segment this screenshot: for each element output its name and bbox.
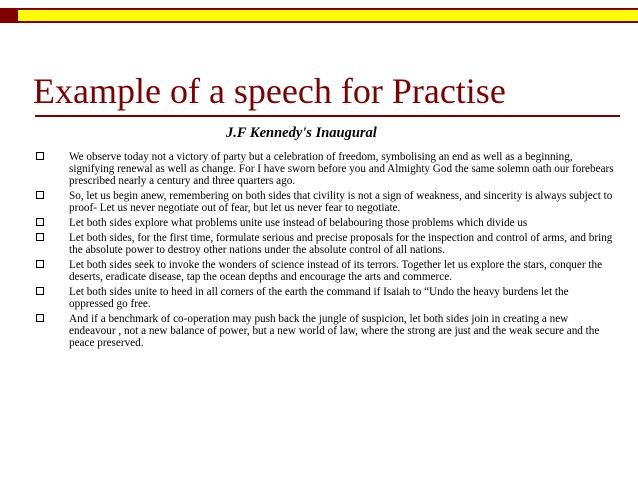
title-divider bbox=[35, 115, 620, 117]
bullet-text: Let both sides seek to invoke the wonders of science instead of its terrors. Together let us explore the stars, conquer the deserts, eradicate disease, tap the ocean depths and encourage the arts and commerce. bbox=[69, 259, 603, 283]
bullet-text: And if a benchmark of co-operation may push back the jungle of suspicion, let both sides join in creating a new endeavour , not a new balance of power, but a new world of law, where the strong are just and the weak secure and the peace preserved. bbox=[69, 313, 600, 349]
bullet-text: Let both sides explore what problems unite use instead of belabouring those problems which divide us bbox=[69, 217, 528, 229]
square-bullet-icon bbox=[36, 260, 44, 268]
bullet-item bbox=[36, 217, 616, 229]
band-maroon-block bbox=[0, 8, 18, 23]
top-decorative-band bbox=[0, 8, 638, 23]
band-yellow-strip bbox=[18, 8, 590, 23]
square-bullet-icon bbox=[36, 152, 44, 160]
bullet-item bbox=[36, 259, 616, 283]
square-bullet-icon bbox=[36, 191, 44, 199]
bullet-list bbox=[36, 151, 616, 352]
band-yellow-end bbox=[590, 8, 638, 23]
bullet-item bbox=[36, 151, 616, 187]
bullet-item bbox=[36, 232, 616, 256]
bullet-text: We observe today not a victory of party but a celebration of freedom, symbolising an end as well as a beginning, signifying renewal as well as change. For I have sworn before you and Almighty God the same solemn oath our forebears prescribed nearly a century and three quarters ago. bbox=[69, 151, 614, 187]
bullet-text: Let both sides unite to heed in all corners of the earth the command if Isaiah to “Undo the heavy burdens let the oppressed go free. bbox=[69, 286, 569, 310]
square-bullet-icon bbox=[36, 314, 44, 322]
bullet-item bbox=[36, 313, 616, 349]
bullet-text: So, let us begin anew, remembering on both sides that civility is not a sign of weakness, and sincerity is always subject to proof- Let us never negotiate out of fear, but let us never fear to negotiate. bbox=[69, 190, 613, 214]
bullet-item bbox=[36, 286, 616, 310]
square-bullet-icon bbox=[36, 218, 44, 226]
slide-title: Example of a speech for Practise bbox=[33, 71, 506, 111]
square-bullet-icon bbox=[36, 233, 44, 241]
bullet-item bbox=[36, 190, 616, 214]
bullet-text: Let both sides, for the first time, formulate serious and precise proposals for the inspection and control of arms, and bring the absolute power to destroy other nations under the absolute control of all nations. bbox=[69, 232, 613, 256]
square-bullet-icon bbox=[36, 287, 44, 295]
slide-subtitle: J.F Kennedy's Inaugural bbox=[226, 125, 377, 141]
